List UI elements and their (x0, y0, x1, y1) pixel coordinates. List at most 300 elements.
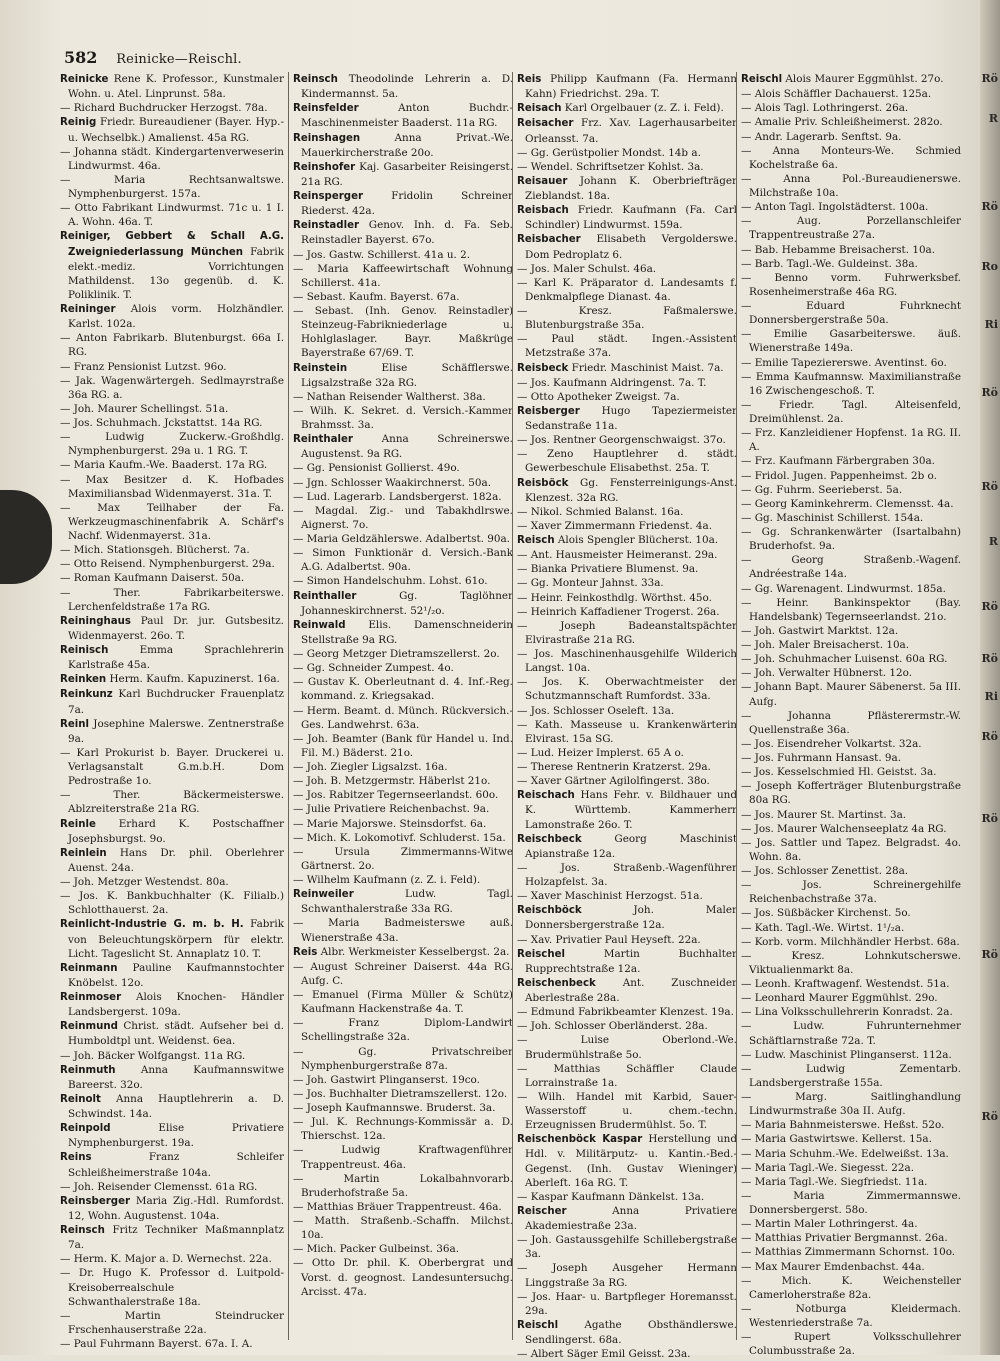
directory-entry (60, 1180, 284, 1194)
entry-surname: Reinshofer (293, 161, 356, 173)
directory-entry (293, 290, 513, 304)
directory-entry (517, 447, 737, 475)
directory-entry (293, 189, 513, 218)
directory-entry (741, 1090, 961, 1118)
directory-entry (517, 562, 737, 576)
directory-entry (741, 525, 961, 553)
entry-text: Gg. Taglöhner Johanneskirchnerst. 52¹/₂o. (301, 589, 513, 617)
directory-entry (741, 977, 961, 991)
directory-entry (517, 203, 737, 232)
entry-text: Elisabeth Vergolderswe. Dom Pedroplatz 6. (525, 233, 737, 261)
entry-text: — Richard Buchdrucker Herzogst. 78a. (60, 102, 268, 115)
directory-entry (293, 1087, 513, 1101)
entry-text: — Herm. Beamt. d. Münch. Rückversich.-Ges. Landwehrst. 63a. (293, 704, 513, 731)
directory-entry (293, 788, 513, 802)
directory-entry (60, 1019, 284, 1048)
directory-entry (60, 788, 284, 816)
entry-surname: Reisbacher (517, 234, 581, 246)
directory-entry (60, 1092, 284, 1121)
directory-entry (741, 144, 961, 172)
directory-entry (517, 976, 737, 1005)
directory-entry (741, 257, 961, 271)
entry-text: — Kath. Masseuse u. Krankenwärterin Elvirast. 15a SG. (517, 718, 737, 745)
entry-surname: Reinle (60, 818, 96, 830)
directory-entry (517, 101, 737, 116)
directory-entry (60, 173, 284, 201)
directory-entry (293, 661, 513, 675)
column-3 (512, 72, 737, 1361)
entry-text: — Georg Kaminkehrerm. Clemensst. 4a. (741, 497, 954, 510)
directory-entry (517, 605, 737, 619)
entry-text: Franz Schleifer Schleißheimerstraße 104a. (68, 1151, 284, 1179)
entry-text: — Mich. Stationsgeh. Blücherst. 7a. (60, 544, 250, 557)
entry-text: — Herm. K. Major a. D. Wernechst. 22a. (60, 1253, 272, 1266)
entry-text: — Emanuel (Firma Müller & Schütz) Kaufmann Hackenstraße 4a. T. (293, 989, 513, 1016)
entry-text: — Anton Fabrikarb. Blutenburgst. 66a I. RG. (60, 332, 284, 359)
entry-text: — Bianka Privatiere Blumenst. 9a. (517, 563, 699, 576)
entry-text: — Karl K. Präparator d. Landesamts f. Denkmalpflege Dianast. 4a. (517, 276, 737, 303)
directory-entry (293, 574, 513, 588)
entry-text: — Bab. Hebamme Breisacherst. 10a. (741, 243, 936, 256)
directory-entry (517, 1347, 737, 1361)
directory-entry (60, 473, 284, 501)
directory-entry (293, 760, 513, 774)
entry-text: — Maria Kaffeewirtschaft Wohnung Schillerst. 41a. (293, 262, 513, 289)
entry-text: Anna Schreinerswe. Augustenst. 9a RG. (301, 433, 513, 461)
entry-surname: Reisbeck (517, 362, 569, 374)
entry-text: Christ. städt. Aufseher bei d. Humboldtpl unt. Weidenst. 6ea. (68, 1020, 284, 1048)
edge-mark: Rö (981, 72, 998, 85)
entry-surname: Reinpold (60, 1123, 111, 1135)
directory-entry (741, 652, 961, 666)
entry-text: Anton Buchdr.-Maschinenmeister Baaderst. 11a RG. (301, 102, 513, 130)
directory-entry (60, 360, 284, 374)
entry-text: — Simon Funktionär d. Versich.-Bank A.G. Adalbertst. 90a. (293, 547, 513, 574)
directory-entry (60, 1309, 284, 1337)
entry-text: — Ludw. Fuhrunternehmer Schäftlarnstraße 72a. T. (741, 1020, 961, 1047)
entry-text: — Emilie Tapeziererswe. Aventinst. 6o. (741, 356, 947, 369)
entry-text: — Joh. Bäcker Wolfgangst. 11a RG. (60, 1049, 246, 1062)
directory-entry (293, 802, 513, 816)
entry-surname: Reischl (741, 74, 783, 85)
directory-entry (293, 618, 513, 647)
entry-surname: Reininghaus (60, 615, 131, 627)
entry-text: — Barb. Tagl.-We. Guldeinst. 38a. (741, 257, 918, 270)
directory-entry (741, 87, 961, 101)
entry-text: — Matthias Zimmermann Schornst. 10o. (741, 1246, 956, 1259)
entry-surname: Reinwald (293, 619, 346, 631)
entry-text: Georg Maschinist Apianstraße 12a. (525, 832, 737, 860)
entry-text: — Matthias Schäffler Claude Lorrainstraße 1a. (517, 1062, 737, 1089)
directory-entry (293, 532, 513, 546)
entry-text: — Luise Oberlond.-We. Brudermühlstraße 5o. (517, 1034, 737, 1061)
directory-entry (293, 988, 513, 1016)
entry-text: — Emilie Gasarbeiterswe. äuß. Wienerstraße 149a. (741, 328, 961, 355)
entry-text: — Franz Diplom-Landwirt Schellingstraße 32a. (293, 1017, 513, 1044)
directory-entry (741, 426, 961, 454)
directory-entry (517, 1062, 737, 1090)
entry-surname: Reins (60, 1152, 92, 1164)
entry-surname: Reinweiler (293, 889, 354, 901)
entry-text: — Amalie Priv. Schleißheimerst. 282o. (741, 116, 943, 129)
entry-text: — Gg. Schrankenwärter (Isartalbahn) Bruderhofst. 9a. (741, 526, 961, 553)
directory-entry (517, 746, 737, 760)
directory-entry (517, 903, 737, 932)
directory-entry (293, 1172, 513, 1200)
entry-text: Fabrik von Beleuchtungskörpern für elektr. Licht. Tageslicht St. Annaplatz 10. T. (68, 918, 284, 960)
entry-text: — Joh. Gastwirt Plinganserst. 19co. (293, 1073, 480, 1086)
entry-surname: Reinmoser (60, 992, 122, 1003)
directory-entry (517, 947, 737, 976)
edge-mark: Ro (981, 260, 998, 273)
directory-entry (60, 1337, 284, 1351)
entry-text: — Jos. K. Oberwachtmeister der Schutzmannschaft Rumfordst. 33a. (517, 676, 737, 703)
directory-entry (60, 458, 284, 472)
entry-surname: Reinig (60, 117, 97, 129)
entry-text: — Mich. Packer Gulbeinst. 36a. (293, 1243, 459, 1256)
entry-text: — Wilh. K. Sekret. d. Versich.-Kammer Brahmsst. 3a. (293, 404, 513, 431)
entry-surname: Reischbeck (517, 833, 582, 845)
directory-entry (741, 906, 961, 920)
directory-entry (293, 490, 513, 504)
entry-text: Fridolin Schreiner Riederst. 42a. (301, 190, 513, 218)
directory-entry (60, 201, 284, 229)
entry-text: Herstellung und Hdl. v. Militärputz- u. Kantin.-Bed.-Gegenst. (Inh. Gustav Wieninger) Aberleft. 16a RG. T. (525, 1133, 737, 1189)
entry-text: Johann K. Oberbriefträger Zieblandst. 18a. (525, 174, 737, 202)
directory-entry (60, 672, 284, 687)
directory-entry (517, 160, 737, 174)
entry-surname: Reinthaller (293, 590, 357, 602)
directory-entry (517, 1033, 737, 1061)
entry-text: — Marg. Saitlinghandlung Lindwurmstraße 30a II. Aufg. (741, 1091, 961, 1118)
directory-entry (293, 675, 513, 703)
directory-entry (293, 960, 513, 988)
directory-entry (293, 887, 513, 916)
entry-text: Anna Privat.-We. Mauerkircherstraße 20o. (301, 131, 513, 159)
entry-text: — Leonh. Kraftwagenf. Westendst. 51a. (741, 978, 950, 990)
directory-entry (741, 370, 961, 398)
entry-text: — Jos. Kesselschmied Hl. Geistst. 3a. (741, 766, 937, 779)
entry-text: Alois Spengler Blücherst. 10a. (557, 534, 719, 546)
entry-text: Ant. Zuschneider Aberlestraße 28a. (525, 976, 737, 1004)
directory-entry (517, 404, 737, 433)
entry-text: Elise Schäfflerswe. Ligsalzstraße 32a RG. (301, 361, 513, 389)
directory-entry (741, 398, 961, 426)
directory-entry (741, 356, 961, 370)
entry-surname: Reinsfelder (293, 103, 359, 115)
entry-text: — August Schreiner Daiserst. 44a RG. Aufg. C. (293, 960, 513, 987)
directory-entry (741, 582, 961, 596)
entry-text: — Xaver Gärtner Agilolfingerst. 38o. (517, 775, 710, 788)
directory-entry (517, 861, 737, 889)
directory-entry (741, 878, 961, 906)
directory-entry (517, 519, 737, 533)
entry-text: — Ludw. Maschinist Plinganserst. 112a. (741, 1048, 952, 1061)
entry-text: — Jos. Buchhalter Dietramszellerst. 12o. (293, 1087, 508, 1100)
directory-entry (517, 376, 737, 390)
entry-text: — Zeno Hauptlehrer d. städt. Gewerbeschule Elisabethst. 25a. T. (517, 448, 737, 475)
entry-surname: Reinsberger (60, 1195, 131, 1207)
directory-entry (517, 332, 737, 360)
running-title: Reinicke—Reischl. (116, 52, 242, 67)
directory-entry (517, 433, 737, 447)
entry-text: — Lud. Heizer Implerst. 65 A o. (517, 746, 684, 759)
entry-text: — Jos. Haar- u. Bartpfleger Horemansst. 29a. (517, 1290, 737, 1317)
directory-entry (517, 1190, 737, 1204)
entry-text: — Korb. vorm. Milchhändler Herbst. 68a. (741, 935, 960, 948)
entry-surname: Reinmuth (60, 1064, 116, 1076)
edge-mark: R (988, 535, 998, 548)
directory-entry (517, 232, 737, 261)
entry-surname: Reinl (60, 718, 89, 730)
directory-entry (60, 374, 284, 402)
directory-entry (741, 864, 961, 878)
entry-text: — Andr. Lagerarb. Senftst. 9a. (741, 130, 902, 143)
entry-text: — Jos. Maler Schulst. 46a. (517, 262, 657, 275)
directory-entry (517, 390, 737, 404)
directory-entry (517, 476, 737, 505)
entry-text: — Frz. Kanzleidiener Hopfenst. 1a RG. II. A. (741, 427, 961, 454)
entry-text: — Ther. Fabrikarbeiterswe. Lerchenfeldstraße 17a RG. (60, 586, 284, 613)
directory-entry (741, 991, 961, 1005)
directory-entry (60, 72, 284, 101)
directory-entry (741, 822, 961, 836)
entry-surname: Reinsperger (293, 191, 364, 202)
directory-entry (293, 390, 513, 404)
entry-text: — Maria Tagl.-We. Siegfriedst. 11a. (741, 1175, 928, 1188)
entry-text: Gg. Fensterreinigungs-Anst. Klenzest. 32a RG. (525, 476, 737, 504)
directory-entry (741, 200, 961, 214)
directory-entry (517, 774, 737, 788)
directory-entry (741, 483, 961, 497)
directory-entry (741, 1217, 961, 1231)
entry-text: — Gg. Gerüstpolier Mondst. 14b a. (517, 146, 701, 159)
directory-entry (517, 548, 737, 562)
directory-entry (517, 760, 737, 774)
entry-text: — Ther. Bäckermeisterswe. Ablzreiterstraße 21a RG. (60, 789, 284, 816)
directory-entry (741, 243, 961, 257)
directory-entry (741, 1231, 961, 1245)
edge-mark: Rö (981, 480, 998, 493)
directory-entry (293, 589, 513, 618)
entry-surname: Reinolt (60, 1093, 101, 1105)
entry-text: — Joh. Ziegler Ligsalzst. 16a. (293, 761, 448, 773)
entry-text: — Xav. Privatier Paul Heyseft. 22a. (517, 933, 701, 946)
directory-entry (517, 1132, 737, 1190)
directory-entry (741, 1048, 961, 1062)
directory-entry (517, 1005, 737, 1019)
directory-entry (60, 717, 284, 746)
directory-entry (741, 1245, 961, 1259)
directory-entry (293, 504, 513, 532)
entry-text: — Maria Tagl.-We. Siegesst. 22a. (741, 1161, 914, 1174)
directory-entry (293, 732, 513, 760)
directory-entry (741, 737, 961, 751)
directory-entry (517, 591, 737, 605)
directory-entry (741, 779, 961, 807)
entry-text: — Wendel. Schriftsetzer Kohlst. 3a. (517, 160, 704, 173)
directory-entry (60, 875, 284, 889)
entry-text: — Joseph Ausgeher Hermann Linggstraße 3a RG. (517, 1262, 737, 1289)
directory-entry (293, 432, 513, 461)
entry-surname: Reinsch (60, 1225, 105, 1236)
entry-text: — Gustav K. Oberleutnant d. 4. Inf.-Reg. kommand. z. Kriegsakad. (293, 676, 513, 703)
edge-mark: Rö (981, 730, 998, 743)
entry-text: — Joh. Maurer Schellingst. 51a. (60, 402, 229, 415)
directory-entry (741, 327, 961, 355)
entry-text: Philipp Kaufmann (Fa. Hermann Kahn) Friedrichst. 29a. T. (525, 73, 737, 101)
entry-text: Hugo Tapeziermeister Sedanstraße 11a. (525, 404, 737, 432)
entry-text: Hans Dr. phil. Oberlehrer Auenst. 24a. (68, 846, 284, 874)
directory-entry (741, 1147, 961, 1161)
directory-entry (60, 416, 284, 430)
edge-mark: Rö (981, 812, 998, 825)
entry-text: — Jos. Rabitzer Tegernseerlandst. 60o. (293, 789, 499, 802)
entry-text: — Therese Rentnerin Kratzerst. 29a. (517, 761, 711, 773)
directory-entry (741, 596, 961, 624)
entry-text: — Jos. Eisendreher Volkartst. 32a. (741, 737, 922, 750)
directory-entry (517, 675, 737, 703)
directory-entry (741, 130, 961, 144)
entry-text: — Sebast. Kaufm. Bayerst. 67a. (293, 290, 460, 303)
directory-entry (741, 497, 961, 511)
directory-entry (741, 299, 961, 327)
directory-entry (517, 1318, 737, 1347)
entry-text: Alois vorm. Holzhändler. Karlst. 102a. (68, 303, 284, 331)
directory-entry (741, 709, 961, 737)
entry-text: — Jak. Wagenwärtergeh. Sedlmayrstraße 36a RG. a. (60, 374, 284, 401)
entry-text: — Joh. Schlosser Oberländerst. 28a. (517, 1020, 708, 1033)
directory-entry (60, 889, 284, 917)
directory-entry (60, 614, 284, 643)
directory-entry (60, 101, 284, 115)
entry-surname: Reinken (60, 674, 107, 686)
entry-text: — Heinrich Kaffadiener Trogerst. 26a. (517, 605, 720, 618)
entry-text: — Ant. Hausmeister Heimeranst. 29a. (517, 549, 718, 562)
entry-text: — Kresz. Lohnkutscherswe. Viktualienmarkt 8a. (741, 949, 961, 976)
directory-entry (741, 1175, 961, 1189)
entry-text: — Mich. K. Lokomotivf. Schluderst. 15a. (293, 831, 506, 844)
entry-text: — Anton Tagl. Ingolstädterst. 100a. (741, 201, 929, 214)
entry-text: Josephine Malerswe. Zentnerstraße 9a. (68, 717, 284, 745)
directory-entry (60, 586, 284, 614)
directory-entry (293, 831, 513, 845)
directory-entry (293, 1073, 513, 1087)
entry-text: — Maria Kaufm.-We. Baaderst. 17a RG. (60, 459, 268, 472)
directory-entry (293, 160, 513, 189)
directory-entry (60, 961, 284, 990)
entry-text: Rene K. Professor., Kunstmaler Wohn. u. Atel. Linprunst. 58a. (68, 73, 284, 101)
entry-surname: Reinshagen (293, 132, 361, 144)
entry-text: Anna Kaufmannswitwe Bareerst. 32o. (68, 1063, 284, 1091)
entry-surname: Reis (293, 946, 318, 958)
directory-entry (741, 511, 961, 525)
entry-text: — Jos. Schreinergehilfe Reichenbachstraße 37a. (741, 879, 961, 906)
entry-surname: Reinmann (60, 962, 118, 974)
directory-entry (517, 262, 737, 276)
entry-text: — Johann Bapt. Maurer Säbenerst. 5a III. Aufg. (741, 681, 961, 708)
entry-text: Anna Hauptlehrerin a. D. Schwindst. 14a. (68, 1092, 284, 1120)
entry-text: — Julie Privatiere Reichenbachst. 9a. (293, 803, 490, 816)
directory-entry (60, 557, 284, 571)
entry-text: — Kath. Tagl.-We. Wirtst. 1¹/₂a. (741, 921, 905, 934)
entry-surname: Reisberger (517, 405, 580, 417)
entry-text: — Joseph Badeanstaltspächter Elvirastraße 21a RG. (517, 619, 737, 646)
entry-text: — Jgn. Schlosser Waakirchnerst. 50a. (293, 476, 492, 489)
directory-entry (741, 1189, 961, 1217)
directory-entry (293, 945, 513, 960)
entry-surname: Reinmund (60, 1021, 118, 1033)
entry-surname: Reis (517, 74, 542, 85)
directory-entry (741, 624, 961, 638)
entry-text: — Joh. Metzger Westendst. 80a. (60, 876, 229, 888)
entry-surname: Reinsch (293, 74, 338, 85)
directory-entry (517, 576, 737, 590)
entry-text: — Georg Metzger Dietramszellerst. 2o. (293, 648, 500, 660)
entry-text: — Simon Handelschuhm. Lohst. 61o. (293, 575, 488, 588)
entry-text: Agathe Obsthändlerswe. Sendlingerst. 68a. (525, 1318, 737, 1346)
entry-text: — Gg. Monteur Jahnst. 33a. (517, 577, 664, 590)
directory-entry (60, 1121, 284, 1150)
entry-text: — Jos. Maschinenhausgehilfe Wilderich Langst. 10a. (517, 648, 737, 675)
entry-text: — Jos. Kaufmann Aldringenst. 7a. T. (517, 376, 707, 389)
entry-text: — Martin Steindrucker Frschenhauserstraße 22a. (60, 1309, 284, 1336)
directory-entry (517, 146, 737, 160)
entry-text: — Jos. Fuhrmann Hansast. 9a. (741, 752, 902, 764)
entry-text: — Fridol. Jugen. Pappenheimst. 2b o. (741, 469, 937, 482)
directory-entry (517, 788, 737, 831)
entry-text: Paul Dr. jur. Gutsbesitz. Widenmayerst. 26o. T. (68, 614, 284, 642)
entry-text: — Max Besitzer d. K. Hofbades Maximiliansbad Widenmayerst. 31a. T. (60, 473, 284, 500)
directory-entry (293, 704, 513, 732)
entry-text: Theodolinde Lehrerin a. D. Kindermannst. 5a. (301, 73, 513, 101)
entry-text: — Marie Majorswe. Steinsdorfst. 6a. (293, 817, 487, 830)
directory-entry (293, 461, 513, 475)
entry-text: — Anna Monteurs-We. Schmied Kochelstraße 6a. (741, 144, 961, 171)
edge-mark: Ri (984, 318, 998, 331)
entry-text: — Frz. Kaufmann Färbergraben 30a. (741, 455, 935, 468)
entry-text: — Wilh. Handel mit Karbid, Sauer- Wasserstoff u. chem.-techn. Erzeugnissen Brudermühlst. 5o. T. (517, 1090, 737, 1132)
directory-entry (517, 619, 737, 647)
entry-text: — Xaver Maschinist Herzogst. 51a. (517, 890, 703, 903)
directory-entry (741, 1161, 961, 1175)
directory-entry (741, 1132, 961, 1146)
entry-text: — Joh. B. Metzgermstr. Häberlst 21o. (293, 775, 491, 788)
directory-entry (293, 248, 513, 262)
directory-entry (517, 1261, 737, 1289)
entry-text: — Matthias Privatier Bergmannst. 26a. (741, 1232, 948, 1245)
directory-entry (293, 361, 513, 390)
directory-entry (741, 1118, 961, 1132)
entry-text: — Alois Schäffler Dachauerst. 125a. (741, 88, 932, 101)
directory-entry (60, 846, 284, 875)
entry-text: — Jos. Süßbäcker Kirchenst. 5o. (741, 907, 911, 920)
entry-text: — Martin Maler Lothringerst. 4a. (741, 1218, 918, 1231)
entry-text: — Ursula Zimmermanns-Witwe Gärtnerst. 2o. (293, 845, 513, 872)
entry-text: — Maria Bahnmeisterswe. Heßst. 52o. (741, 1119, 945, 1132)
entry-text: — Maria Schuhm.-We. Edelweißst. 13a. (741, 1147, 949, 1160)
entry-text: — Joh. Gastaussgehilfe Schillebergstraße 3a. (517, 1234, 737, 1261)
edge-mark: Ri (984, 690, 998, 703)
entry-surname: Reinstadler (293, 220, 360, 232)
directory-entry (517, 1090, 737, 1132)
entry-text: — Gg. Privatschreiber Nymphenburgerstraße 87a. (293, 1045, 513, 1072)
entry-text: — Gg. Pensionist Gollierst. 49o. (293, 462, 460, 475)
entry-text: — Matthias Bräuer Trappentreust. 46a. (293, 1200, 502, 1213)
directory-entry (293, 845, 513, 873)
entry-surname: Reischach (517, 790, 575, 802)
column-2 (288, 72, 513, 1340)
